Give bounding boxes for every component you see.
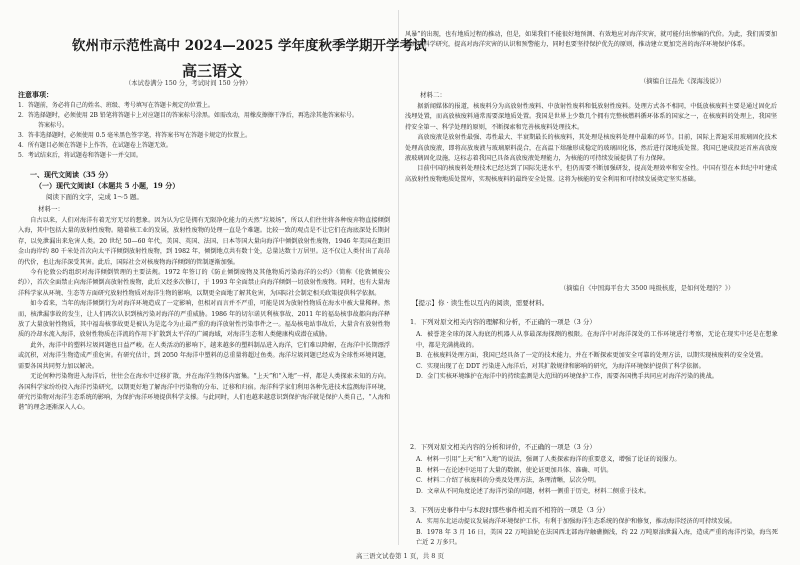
notice-item: 答案标号。 <box>38 122 69 129</box>
tip-line: 【提示】你 · 读生性以互内的阅读，需要材料。 <box>412 299 549 307</box>
notice-heading: 注意事项： <box>18 90 53 99</box>
notice-list <box>18 101 388 161</box>
notice-item: 3．答非选择题时，必须使用 0.5 毫米黑色签字笔，将答案书写在答题卡规定的位置上。 <box>18 132 252 139</box>
option: A．被誉迷全球的深入海底的机器人从事最深海探测的极限。在海洋中对海洋深处的工作环境进行考察，无论在现实中还是在想象中，都是充满挑战的。 <box>416 331 778 349</box>
paragraph: 据新闻媒体的报道，核废料分为高放射性废料、中放射性废料和低放射性废料。处理方式各不相同，中低放核废料主要是通过固化后浅埋处置，而高放核废料通常需要深地质处置。我国是世界上少数几个拥有完整核燃料循环体系的国家之一，在核废料的处理上，我国坚持安全第一、科学处理的原则，不断探索和完善核废料处理技术。 <box>405 103 777 131</box>
question-2: 2．下列对原文相关内容的分析和评价，不正确的一项是（3 分） <box>410 443 596 451</box>
paragraph: 高放废液是放射性最强、毒性最大、半衰期最长的核废料，其处理是核废料处理中最难的环节。目前，国际上普遍采用玻璃固化技术处理高放废液，即将高放废液与玻璃原料混合，在高温下熔融形成稳定的玻璃固化体，然后进行深地质处置。我国已建成投运首座高放废液玻璃固化设施，这标志着我国已具备高放废液处理能力，为核能的可持续发展提供了有力保障。 <box>405 134 777 163</box>
source-citation: （摘编自汪品先《深海浅说》） <box>640 78 726 85</box>
option: D．金门实核环境维护在海洋中的持续监测是大范围的环境保护工作，需要各国携手共同应对海洋污染的挑战。 <box>416 373 718 381</box>
question-2-options <box>416 455 778 503</box>
paragraph: 风暴”的出现，也有地质过程的推动，但是，如果我们不能很好地预测、有效地应对海洋灾害，就可能付出惨痛的代价。为此，我们需要加强海洋科学研究，提高对海洋灾害的认识和预警能力，同时也要坚持保护优先的原则，推动建立更加完善的海洋环境保护体系。 <box>405 31 777 49</box>
source-citation: （摘编自《中国海平台大 3500 吨级核废，是如何处理的？》） <box>560 285 735 292</box>
instruction: 阅读下面的文字，完成 1～5 题。 <box>46 193 143 201</box>
subject-title: 高三语文 <box>182 62 243 80</box>
notice-item: 4．所有题目必须在答题卡上作答，在试题卷上答题无效。 <box>18 142 172 149</box>
option: B．在核废料处理方面，我国已经具备了一定的技术能力，并在不断探索更加安全可靠的处理方法，以期实现核废料的安全处置。 <box>416 352 768 360</box>
option: C．材料二介绍了核废料的分类及处理方法，条理清晰，层次分明。 <box>416 477 601 485</box>
notice-item: 5．考试结束后，将试题卷和答题卡一并交回。 <box>18 152 142 159</box>
continuation-text <box>405 30 777 72</box>
notice-item: 2．答选择题时，必须使用 2B 铅笔将答题卡上对应题目的答案标号涂黑。如需改动，用橡皮擦擦干净后，再选涂其他答案标号。 <box>18 112 358 119</box>
paragraph: 此外，海洋中的塑料垃圾问题也日益严峻。在人类活动的影响下，越来越多的塑料制品进入海洋，它们难以降解，在海洋中长期漂浮或沉积，对海洋生物造成严重危害。有研究估计，到 2050 年海洋中塑料的总重量将超过鱼类。海洋垃圾问题已经成为全球性环境问题，需要各国共同努力加以解决。 <box>18 341 390 370</box>
question-1-options <box>416 330 778 438</box>
option: A．材料一引用“上天”和“入地”的说法，强调了人类探索海洋的重要意义，增强了论证的说服力。 <box>416 456 681 463</box>
material-one-text <box>18 216 390 546</box>
material-label: 材料一： <box>38 205 64 213</box>
question-3-options <box>416 517 778 549</box>
option: C．实现出现了在 DDT 污染进入海洋后，对其扩散规律和影响的研究，为海洋环境保护提供了科学依据。 <box>416 362 705 370</box>
option: D．文章从不同角度论述了海洋污染的问题，材料一侧重于历史，材料二侧重于技术。 <box>416 487 650 495</box>
notice-item: 1．答题前，务必将自己的姓名、班级、考号填写在答题卡规定的位置上。 <box>18 102 214 109</box>
option: B．1978 年 3 月 16 日，美国 22 万吨油轮在法国西北部海岸触礁搁浅，约 22 万吨原油泄漏入海，造成严重的海洋污染，海鸟死亡近 2 万多只。 <box>416 528 778 547</box>
exam-info: （本试卷满分 150 分，考试时间 150 分钟） <box>125 80 252 87</box>
question-1: 1．下列对原文相关内容的理解和分析，不正确的一项是（3 分） <box>410 318 596 326</box>
paragraph: 无论何种污染物进入海洋后，往往会在海水中迁移扩散，并在海洋生物体内富集。“上天”和“入地”一样，都是人类探索未知的方向。各国科学家纷纷投入海洋污染研究，以期更好地了解海洋中污染物的分布、迁移和归宿。海洋科学家们利用各种先进技术监测海洋环境，研究污染物对海洋生态系统的影响，为保护海洋环境提供科学支撑。与此同时，人们也越来越意识到保护海洋就是保护人类自己，“人海和谐”的理念逐渐深入人心。 <box>18 373 390 412</box>
page-footer: 高三语文试卷第 1 页，共 8 页 <box>355 552 445 560</box>
option: B．材料一在论述中运用了大量的数据，使论证更加具体、准确、可信。 <box>416 466 613 474</box>
column-divider <box>398 10 399 545</box>
paragraph: 如今看来，当年的海洋倾倒行为对海洋环境造成了一定影响，但相对而言并不严重，可能是因为放射性物质在海水中被大量稀释。然而，核泄漏事故的发生，让人们再次认识到核污染对海洋的严重威胁。1986 年的切尔诺贝利核事故、2011 年的福岛核事故都向海洋释放了大量放射性物质，其中福岛核事故更是被认为是迄今为止最严重的海洋放射性污染事件之一。福岛核电站事故后，大量含有放射性物质的冷却水流入海洋，放射性物质在洋流的作用下扩散到太平洋的广阔海域，对海洋生态和人类健康构成潜在威胁。 <box>18 300 390 339</box>
question-3: 3．下列历史事件中与本段时那些事件相关而不相符的一项是（3 分） <box>410 506 609 514</box>
paragraph: 自古以来，人们对海洋有着无穷无尽的想象。因为认为它是拥有无限净化能力的天然“垃圾场”，所以人们往往将各种废弃物直接倾倒入海，其中包括大量的放射性废物。随着核工业的发展，放射性废物的处理一直是个难题。比较一致的观点是不让它们在海底深处长期封存，以免泄漏出来危害人类。20 世纪 50—60 年代，美国、英国、法国、日本等国大量向海洋中倾倒放射性废物，1946 年美国在距旧金山海岸约 80 千米处首次向太平洋倾倒放射性废物，到 1982 年，倾倒地点共有数十处，总量达数十万居里。这不仅让人类付出了高昂的代价，也让海洋深受其害。此后，国际社会对核废物海洋倾倒的管制逐渐加强。 <box>18 217 390 266</box>
section-subheading: （一）现代文阅读Ⅰ（本题共 5 小题，19 分） <box>35 181 180 190</box>
paragraph: 目前中国的核废料处理技术已经达到了国际先进水平，但仍需要不断加强研发，提高处理效率和安全性。中国有望在本世纪中叶建成高放射性废物地质处置库，实现核废料的最终安全处置。这将为核能的安全利用和可持续发展奠定坚实基础。 <box>405 165 777 183</box>
material-two-text <box>405 102 777 280</box>
exam-title: 钦州市示范性高中 2024—2025 学年度秋季学期开学考试 <box>72 38 427 54</box>
paragraph: 今有伦敦公约组织对海洋倾倒管理的主要法规。1972 年签订的《防止倾倒废物及其他物质污染海洋的公约》（简称《伦敦倾废公约》），首次全面禁止向海洋倾倒高放射性废物，此后又经多次修订，于 1993 年全面禁止向海洋倾倒一切放射性废物。同时，也有大量海洋科学家从环境、生态等方面研究放射性物质对海洋生物的影响，以期更全面地了解其危害，为国际社会制定相关政策提供科学依据。 <box>18 269 390 297</box>
option: A．实用东北运动提议发展海洋环境保护工作，有利于加强海洋生态系统的保护和修复，推动海洋经济的可持续发展。 <box>416 518 737 525</box>
section-heading: 一、现代文阅读（35 分） <box>30 170 113 179</box>
material-label: 材料二： <box>420 91 446 99</box>
